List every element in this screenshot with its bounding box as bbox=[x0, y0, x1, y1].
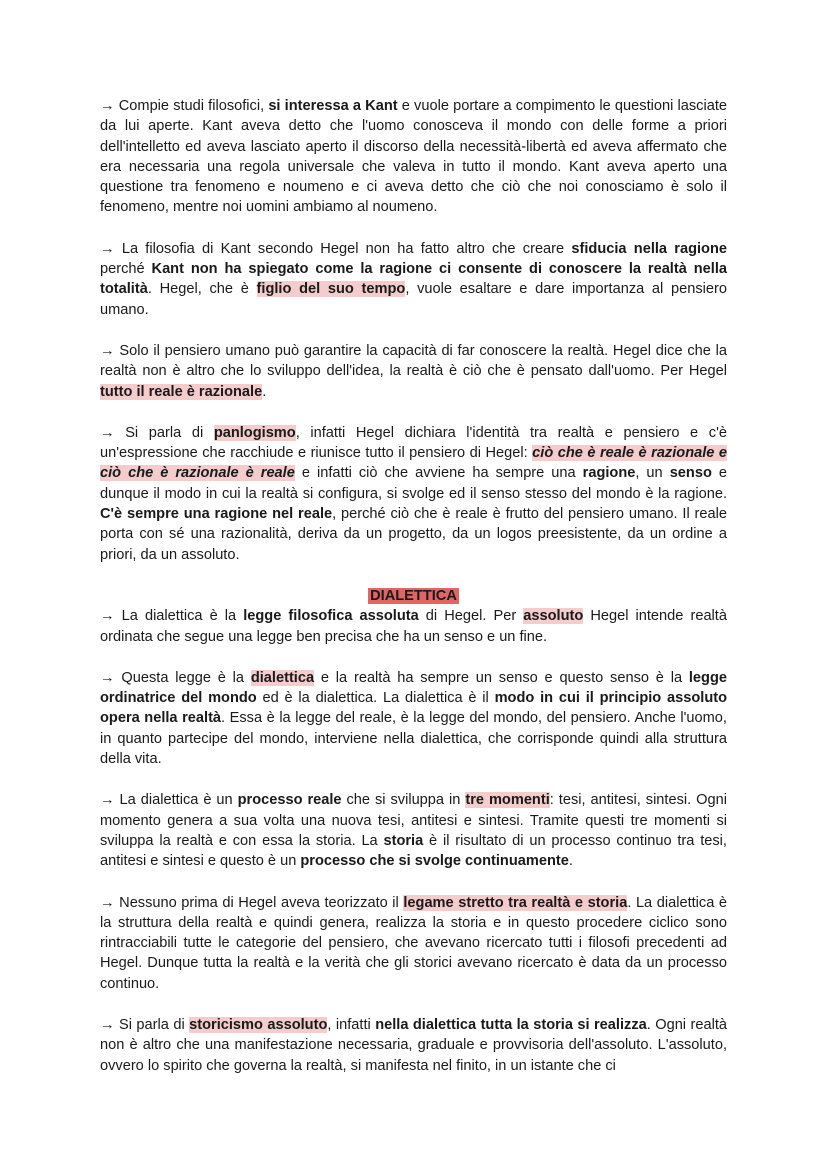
arrow-bullet: → bbox=[100, 608, 115, 625]
bold-term: processo che si svolge continuamente bbox=[300, 853, 569, 870]
bold-term: legge filosofica assoluta bbox=[243, 608, 419, 625]
bold-term: si interessa a Kant bbox=[268, 98, 398, 114]
bold-term: Kant non ha spiegato come la ragione ci consente di conoscere la realtà nella totalità bbox=[100, 261, 727, 298]
paragraph-kant-critique: → La filosofia di Kant secondo Hegel non ha fatto altro che creare sfiducia nella ragione perché Kant non ha spiegato come la ragione ci consente di conoscere la realtà nella totalità. Hegel, che è figlio del suo tempo, vuole esaltare e dare importanza al pensiero umano. bbox=[100, 240, 728, 318]
arrow-bullet: → bbox=[100, 1016, 115, 1033]
highlighted-quote: ciò che è reale è razionale e ciò che è razionale è reale bbox=[100, 445, 727, 482]
highlighted-term: assoluto bbox=[523, 608, 584, 625]
highlighted-term: legame stretto tra realtà e storia bbox=[403, 894, 628, 911]
section-heading bbox=[100, 586, 727, 606]
bold-term: storia bbox=[383, 832, 424, 849]
document-page bbox=[100, 96, 727, 1076]
section-heading-text: DIALETTICA bbox=[370, 587, 457, 604]
paragraph-tre-momenti: → La dialettica è un processo reale che si sviluppa in tre momenti: tesi, antitesi, sintesi. Ogni momento genera a sua volta una nuova tesi, antitesi e sintesi. Tramite questi tre momenti si sviluppa la realtà e con essa la storia. La storia è il risultato di un processo continuo tra tesi, antitesi e sintesi e questo è un processo che si svolge continuamente. bbox=[100, 792, 727, 870]
bold-term: modo in cui il principio assoluto opera nella realtà bbox=[100, 690, 728, 727]
bold-term: ragione bbox=[582, 465, 636, 482]
bold-term: senso bbox=[669, 465, 712, 482]
highlighted-term: dialettica bbox=[250, 669, 315, 686]
bold-term: sfiducia nella ragione bbox=[571, 240, 728, 257]
arrow-bullet: → bbox=[100, 669, 115, 686]
arrow-bullet: → bbox=[100, 342, 115, 359]
paragraph-panlogismo: → Si parla di panlogismo, infatti Hegel dichiara l'identità tra realtà e pensiero e c'è un'espressione che racchiude e riunisce tutto il pensiero di Hegel: ciò che è reale è razionale e ciò che è razionale è reale e infatti ciò che avviene ha sempre una ragione, un senso e dunque il modo in cui la realtà si configura, si svolge ed il senso stesso del mondo è la ragione. C'è sempre una ragione nel reale, perché ciò che è reale è frutto del pensiero umano. Il reale porta con sé una razionalità, deriva da un progetto, da un logos preesistente, da un ordine a priori, da un assoluto. bbox=[100, 424, 727, 563]
paragraph-kant-studies: → Compie studi filosofici, si interessa a Kant e vuole portare a compimento le questioni lasciate da lui aperte. Kant aveva detto che l'uomo conosceva il mondo con delle forme a priori dell'intelletto ed aveva lasciato aperto il discorso della necessità-libertà ed aveva affermato che era necessaria una regola universale che valeva in tutto il mondo. Kant aveva aperto una questione tra fenomeno e noumeno e ci aveva detto che ciò che noi conosciamo è solo il fenomeno, mentre noi uomini ambiamo al noumeno. bbox=[100, 98, 727, 216]
highlighted-term: panlogismo bbox=[213, 424, 296, 441]
arrow-bullet: → bbox=[100, 894, 115, 911]
bold-term: nella dialettica tutta la storia si realizza bbox=[375, 1016, 647, 1033]
highlighted-term: tutto il reale è razionale bbox=[100, 383, 263, 400]
bold-term: C'è sempre una ragione nel reale bbox=[100, 506, 333, 523]
paragraph-dialettica-legge: → La dialettica è la legge filosofica assoluta di Hegel. Per assoluto Hegel intende realtà ordinata che segue una legge ben precisa che ha un senso e un fine. bbox=[100, 608, 727, 645]
highlighted-term: figlio del suo tempo bbox=[256, 281, 406, 298]
bold-term: processo reale bbox=[237, 792, 342, 809]
paragraph-storicismo: → Si parla di storicismo assoluto, infatti nella dialettica tutta la storia si realizza. Ogni realtà non è altro che una manifestazione necessaria, graduale e provvisoria dell'assoluto. L'assoluto, ovvero lo spirito che governa la realtà, si manifesta nel finito, in un istante che ci bbox=[100, 1016, 727, 1074]
bold-term: legge ordinatrice del mondo bbox=[100, 669, 727, 707]
arrow-bullet: → bbox=[100, 424, 115, 441]
arrow-bullet: → bbox=[100, 98, 115, 114]
paragraph-human-thought: → Solo il pensiero umano può garantire la capacità di far conoscere la realtà. Hegel dice che la realtà non è altro che lo sviluppo dell'idea, la realtà è ciò che è pensato dall'uomo. Per Hegel tutto il reale è razionale. bbox=[100, 342, 727, 400]
arrow-bullet: → bbox=[100, 792, 115, 809]
paragraph-dialettica-senso: → Questa legge è la dialettica e la realtà ha sempre un senso e questo senso è la legge ordinatrice del mondo ed è la dialettica. La dialettica è il modo in cui il principio assoluto opera nella realtà. Essa è la legge del reale, è la legge del mondo, del pensiero. Anche l'uomo, in quanto partecipe del mondo, interviene nella dialettica, che corrisponde quindi alla struttura della vita. bbox=[100, 669, 728, 768]
highlighted-term: tre momenti bbox=[465, 792, 550, 809]
highlighted-term: storicismo assoluto bbox=[189, 1016, 328, 1033]
paragraph-realta-storia: → Nessuno prima di Hegel aveva teorizzato il legame stretto tra realtà e storia. La dialettica è la struttura della realtà e quindi genera, realizza la storia e in questo procedere ciclico sono rintracciabili tutte le categorie del pensiero, che avevano ricercato tutti i filosofi precedenti ad Hegel. Dunque tutta la realtà e la verità che gli storici avevano ricercato è data da un processo continuo. bbox=[100, 894, 728, 992]
arrow-bullet: → bbox=[100, 240, 115, 257]
